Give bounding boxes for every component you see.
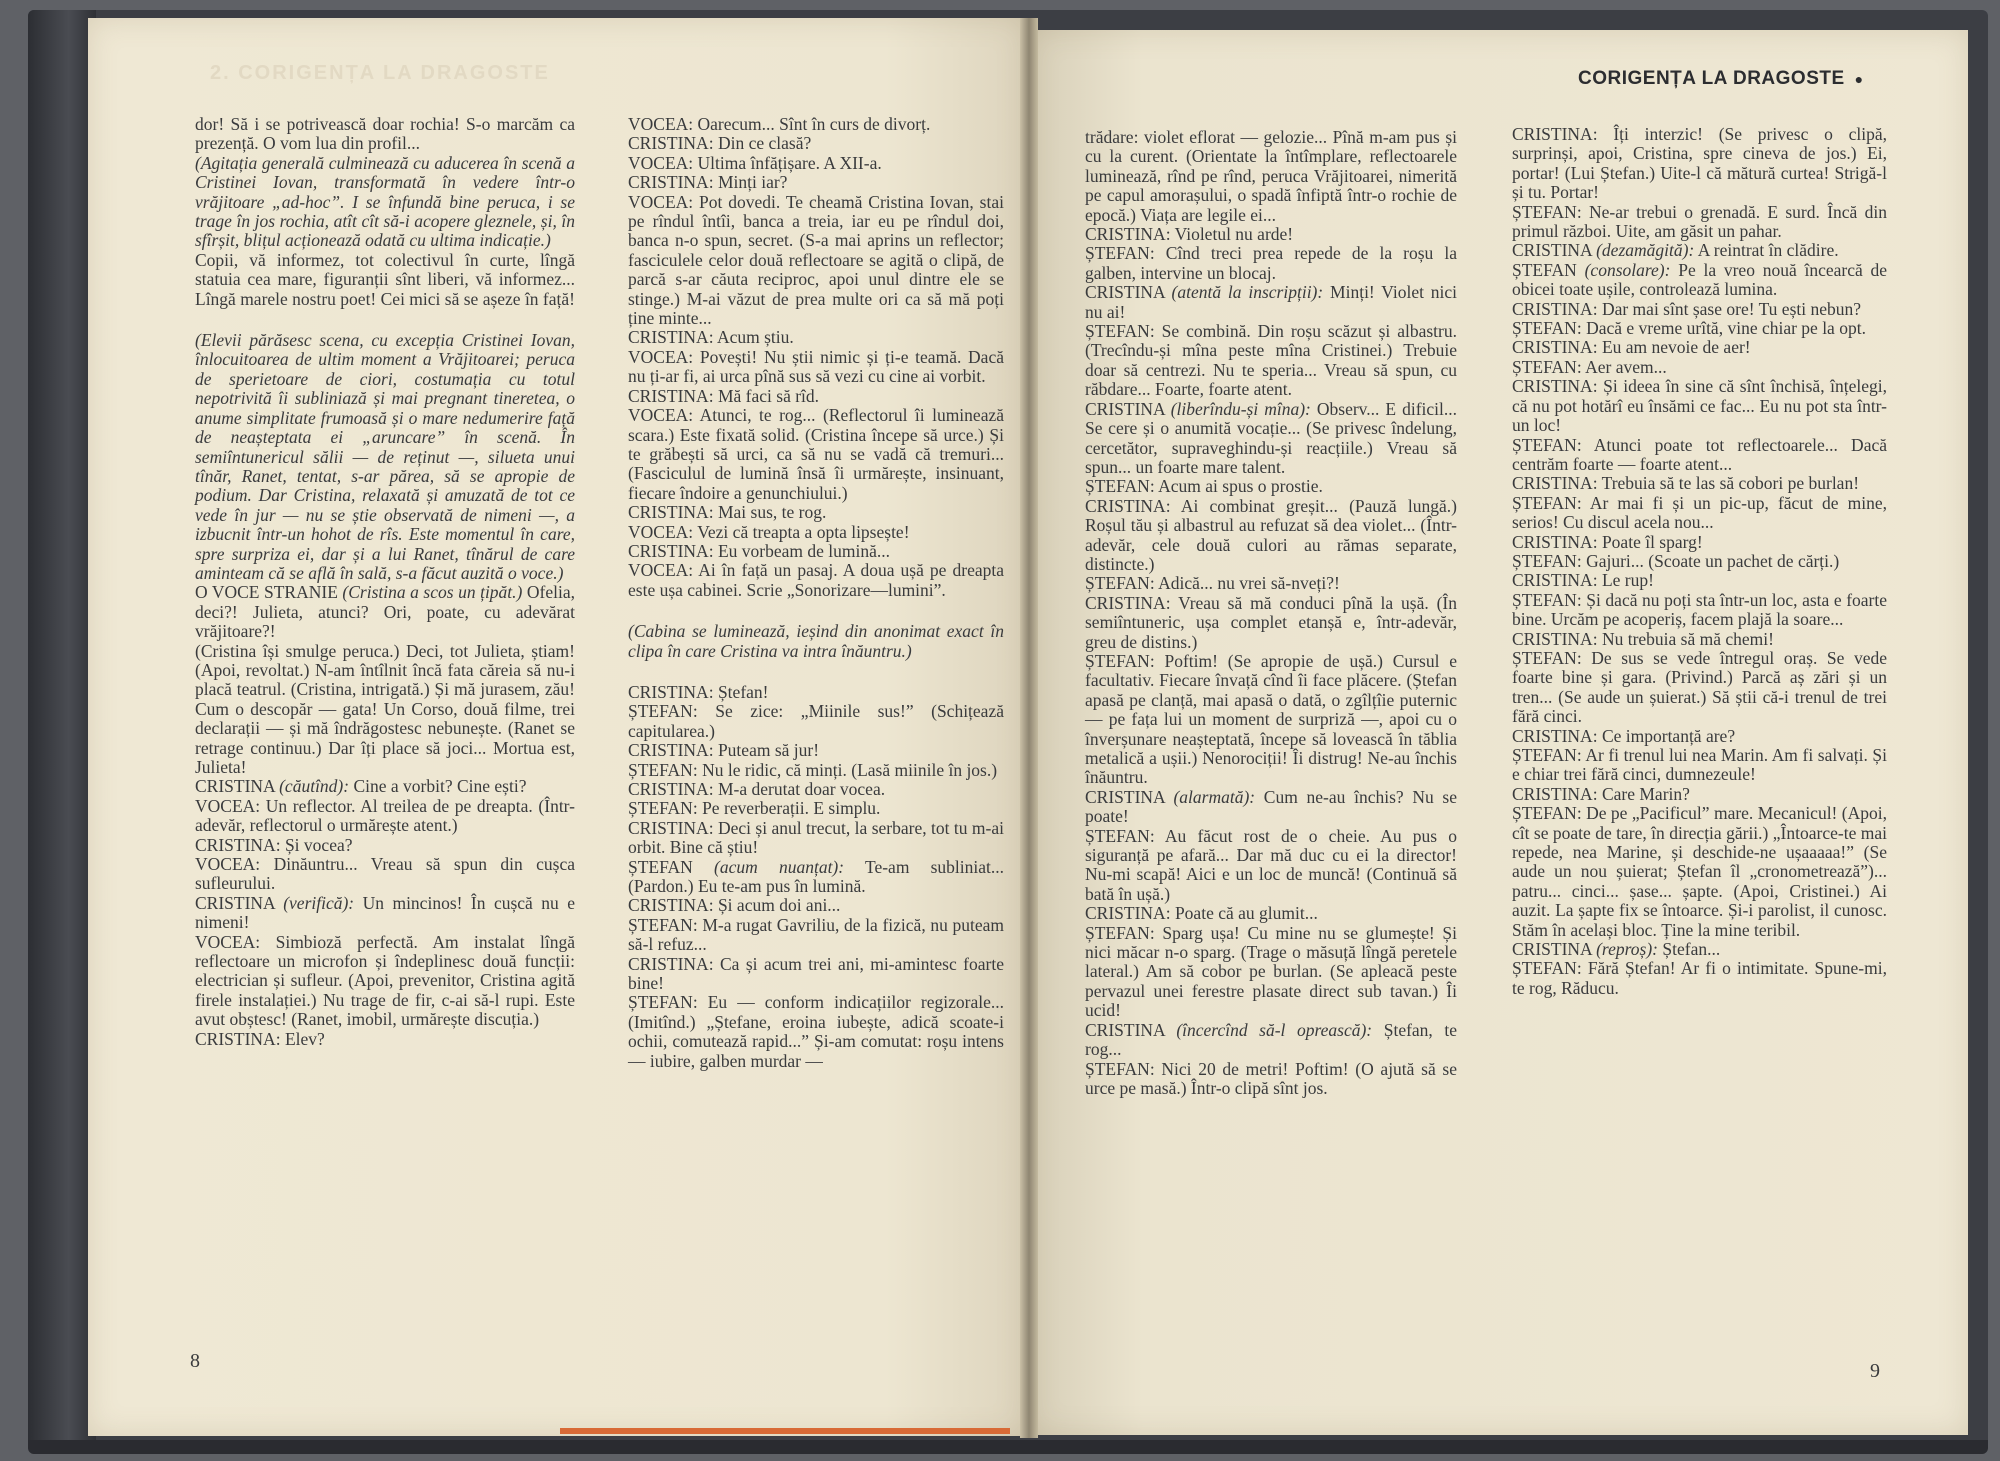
speaker-name: ȘTEFAN [1512, 201, 1577, 222]
dialogue-text: Observ... E dificil... Se cere și o anumită vocație... (Se privesc îndelung, cercetător, supraveghindu-și reacțiile.) Vreau să spun... un foarte mare talent. [1085, 398, 1458, 477]
speaker-stage-note: (atentă la inscripții): [1171, 282, 1324, 303]
running-head [1578, 68, 1864, 90]
speaker-name: ȘTEFAN [1512, 647, 1577, 668]
speaker-name: CRISTINA [1085, 786, 1165, 807]
speaker-name: CRISTINA [628, 817, 709, 838]
dialogue-text: Simbioză perfectă. Am instalat lîngă reflectoare un microfon și îndeplinesc două funcții: electrician și sufleur. (Apoi, prevenitor, Cristina agită firele instalației.) Nu trage de fir, c-ai să-l rupi. Este avut obștesc! (Ranet, imobil, urmărește discuția.) [195, 931, 575, 1030]
speaker-name: ȘTEFAN [628, 759, 693, 780]
dialogue-text: Ștefan, te rog... [1085, 1019, 1458, 1060]
speaker-name: VOCEA [628, 560, 689, 581]
dialogue-line: CRISTINA: Acum știu. [628, 327, 794, 348]
speaker-name: CRISTINA [1512, 570, 1593, 591]
dialogue-line: CRISTINA: Mă faci să rîd. [628, 385, 820, 406]
dialogue-line: ȘTEFAN: Ar fi trenul lui nea Marin. Am fi salvați. Și e chiar trei fără cinci, dumnezeule! [1512, 745, 1887, 785]
dialogue-line: ȘTEFAN: Dacă e vreme urîtă, vine chiar pe la opt. [1512, 318, 1866, 339]
dialogue-text: Pot dovedi. Te cheamă Cristina Iovan, stai pe rîndul întîi, banca a treia, iar eu pe rîndul doi, banca n-o spun, secret. (S-a mai aprins un reflector; fasciculele celor două reflectoare se agită o clipă, de parcă s-ar căuta reciproc, apoi unul dintre ele se stinge.) M-ai văzut de prea multe ori ca să mă poți ține minte... [628, 191, 1004, 329]
dialogue-line: VOCEA: Pot dovedi. Te cheamă Cristina Iovan, stai pe rîndul întîi, banca a treia, iar eu pe rîndul doi, banca n-o spun, secret. (S-a mai aprins un reflector; fasciculele celor două reflectoare se agită o clipă, de parcă s-ar căuta reciproc, apoi unul dintre ele se stinge.) M-ai văzut de prea multe ori ca să mă poți ține minte... [628, 191, 1004, 329]
dialogue-line [195, 894, 575, 933]
speaker-name: CRISTINA [1512, 337, 1593, 358]
dialogue-line: CRISTINA: Puteam să jur! [628, 740, 820, 761]
speaker-name: CRISTINA [628, 895, 709, 916]
dialogue-line: ȘTEFAN: Atunci poate tot reflectoarele... Dacă centrăm foarte — foarte atent... [1512, 434, 1887, 474]
speaker-name: VOCEA [628, 114, 689, 134]
speaker-name: CRISTINA [1512, 531, 1593, 552]
dialogue-text: Pe reverberații. E simplu. [702, 798, 881, 819]
dialogue-text: Le rup! [1601, 570, 1654, 591]
dialogue-line: CRISTINA: Trebuia să te las să cobori pe burlan! [1512, 473, 1860, 494]
speaker-name: VOCEA [195, 795, 256, 816]
dialogue-text: Mă faci să rîd. [717, 385, 820, 406]
dialogue-text: Pe la vreo nouă încearcă de obicei toate ușile, controlează lumina. [1512, 259, 1888, 300]
speaker-name: ȘTEFAN [628, 856, 693, 877]
dialogue-line: ȘTEFAN: Fără Ștefan! Ar fi o intimitate. Spune-mi, te rog, Răducu. [1512, 958, 1887, 998]
stage-direction-text: (Cabina se luminează, ieșind din anonimat exact în clipa în care Cristina va intra înăuntru.) [628, 621, 1004, 661]
speaker-stage-note: (acum nuanțat): [714, 856, 845, 877]
dialogue-text: Care Marin? [1601, 783, 1690, 804]
text-paragraph [1085, 128, 1457, 225]
dialogue-text: Violetul nu arde! [1174, 224, 1294, 245]
speaker-stage-note: (verifică): [283, 892, 355, 913]
dialogue-text: Ai combinat greșit... (Pauză lungă.) Roșul tău și albastrul au refuzat să dea violet... (Într-adevăr, cele două culori au rămas separate, distincte.) [1085, 495, 1457, 574]
dialogue-text: Se combină. Din roșu scăzut și albastru. (Trecîndu-și mîna peste mîna Cristinei.) Trebuie doar să centrezi. Nu te speria... Vreau să spun, cu răbdare... Foarte, foarte atent. [1085, 321, 1457, 400]
speaker-name: CRISTINA [628, 953, 709, 974]
speaker-name: ȘTEFAN [1085, 825, 1150, 846]
paragraph-gap [195, 309, 575, 331]
dialogue-line: CRISTINA: Vreau să mă conduci pînă la ușă. (În semiîntuneric, ușa complet etanșă e, într-adevăr, greu de distins.) [1085, 592, 1458, 652]
page-number-right: 9 [1870, 1360, 1880, 1382]
speaker-stage-note: (dezamăgită): [1596, 240, 1695, 261]
dialogue-line: ȘTEFAN: Ne-ar trebui o grenadă. E surd. Încă din primul război. Uite, am găsit un pahar. [1512, 201, 1887, 242]
faint-bleed-through-header: 2. CORIGENȚA LA DRAGOSTE [210, 62, 550, 84]
dialogue-text: Trebuia să te las să cobori pe burlan! [1601, 473, 1860, 494]
dialogue-line [628, 858, 1004, 897]
dialogue-text: Oarecum... Sînt în curs de divorț. [697, 114, 931, 134]
dialogue-line: ȘTEFAN: Ar mai fi și un pic-up, făcut de mine, serios! Cu discul acela nou... [1512, 492, 1887, 533]
speaker-name: ȘTEFAN [1512, 803, 1577, 824]
paragraph-gap [628, 661, 1004, 683]
speaker-name: ȘTEFAN [1512, 259, 1577, 280]
dialogue-text: Vreau să mă conduci pînă la ușă. (În semiîntuneric, ușa complet etanșă e, într-adevăr, greu de distins.) [1085, 592, 1458, 652]
speaker-name: ȘTEFAN [1085, 922, 1150, 943]
dialogue-text: Ofelia, deci?! [195, 582, 576, 622]
page-number-left: 8 [190, 1350, 200, 1372]
speaker-name: CRISTINA [628, 133, 709, 154]
dialogue-line: ȘTEFAN: Sparg ușa! Cu mine nu se glumește! Și nici măcar n-o sparg. (Trage o măsuță lîngă peretele lateral.) Am să cobor pe burlan. (Se apleacă peste pervazul unei ferestre plasate direct sub tavan.) Îi ucid! [1085, 922, 1457, 1021]
dialogue-line [1512, 261, 1887, 300]
dialogue-text: A reintrat în clădire. [1697, 240, 1839, 261]
dialogue-text: Ultima înfățișare. A XII-a. [697, 152, 882, 173]
speaker-name: CRISTINA [628, 327, 709, 348]
dialogue-line: VOCEA: Atunci, te rog... (Reflectorul îi luminează scara.) Este fixată solid. (Cristina începe să urce.) Și te grăbești să urci, ca să nu se vadă că tremuri... (Fasciculul de lumină însă îi urmărește, insinuant, fiecare îndoire a genunchiului.) [628, 405, 1004, 503]
stage-direction-text: (Elevii părăsesc scena, cu excepția Cristinei Iovan, înlocuitoarea de ultim moment a Vrăjitoarei; peruca de sperietoare de ciori, costumația cu totul nepotrivită îi subliniază și mai pregnant tineretea, o anume simplitate frumoasă și o mare nedumerire față de neașteptata ei „aruncare” în scenă. În semiîntunericul sălii — de reținut —, silueta unui tînăr, Ranet, tentat, s-ar părea, să se apropie de podium. Dar Cristina, relaxată și amuzată de tot ce vede în jur — nu se știe observată de nimeni —, a izbucnit într-un hohot de rîs. Este momentul în care, spre surpriza ei, dar și a lui Ranet, tînărul de care aminteam că se află în sală, s-a făcut auzită o voce.) [195, 330, 575, 583]
dialogue-text: Acum ai spus o prostie. [1158, 476, 1323, 497]
dialogue-text: Povești! Nu știi nimic și ți-e teamă. Dacă nu ți-ar fi, ai urca pînă sus să vezi cu cine ai vorbit. [628, 346, 1004, 387]
dialogue-line: ȘTEFAN: Au făcut rost de o cheie. Au pus o siguranță pe afară... Dar mă duc cu ei la director! Nu-mi scapă! Aici e un loc de muncă! (Continuă să bată în ușă.) [1085, 825, 1457, 904]
dialogue-text: Ai în față un pasaj. A doua ușă pe dreapta este ușa cabinei. Scrie „Sonorizare—lumini”. [628, 560, 1004, 600]
speaker-name: CRISTINA [1512, 240, 1592, 261]
dialogue-line: CRISTINA: Și acum doi ani... [628, 895, 841, 916]
dialogue-line [1085, 400, 1457, 478]
dialogue-line: CRISTINA: Și ideea în sine că sînt închisă, înțelegi, că nu pot hotărî eu însămi ce fac... Eu nu pot sta într-un loc! [1512, 376, 1887, 436]
dialogue-text: Julieta, atunci? Ori, poate, cu adevărat vrăjitoare?! [195, 601, 575, 642]
dialogue-text: Cînd treci prea repede de la roșu la galben, intervine un blocaj. [1085, 243, 1457, 283]
speaker-stage-note: (reproș): [1596, 939, 1658, 960]
speaker-name: ȘTEFAN [1512, 434, 1577, 455]
dialogue-line: ȘTEFAN: De pe „Pacificul” mare. Mecanicul! (Apoi, cît se poate de tare, în direcția gării.) „Întoarce-te mai repede, nea Marine, și deschide-ne ușaaaaa!” (Se aude un nou șuierat; Ștefan îl „cronometrează”)... patru... cinci... șase... șapte. (Apoi, Cristinei.) Ai auzit. La șapte fix se întoarce. Și-i parolist, il cunosc. Stăm în același bloc. Ține la mine teribil. [1512, 803, 1887, 940]
dialogue-text: Fără Ștefan! Ar fi o intimitate. Spune-mi, te rog, Răducu. [1512, 958, 1887, 998]
dialogue-line: ȘTEFAN: Aer avem... [1512, 356, 1667, 377]
running-head-bullet-icon: ● [1854, 71, 1864, 87]
dialogue-text: Eu am nevoie de aer! [1601, 337, 1751, 358]
dialogue-text: Ar fi trenul lui nea Marin. Am fi salvați. Și e chiar trei fără cinci, dumnezeule! [1512, 745, 1887, 785]
dialogue-text: M-a rugat Gavriliu, de la fizică, nu puteam să-l refuz... [628, 914, 1004, 955]
dialogue-text: Și acum doi ani... [717, 895, 841, 916]
dialogue-text: Un mincinos! În cușcă nu e nimeni! [195, 892, 576, 933]
speaker-name: VOCEA [628, 521, 689, 542]
text-column-1 [195, 115, 575, 1049]
speaker-name: CRISTINA [195, 834, 276, 855]
stage-direction [195, 331, 575, 583]
speaker-name: CRISTINA [1085, 224, 1166, 245]
dialogue-text: Ștefan! [717, 681, 769, 702]
speaker-name: CRISTINA [1512, 783, 1593, 804]
dialogue-line: CRISTINA: Eu vorbeam de lumină... [628, 540, 890, 561]
dialogue-text: De sus se vede întregul oraș. Se vede foarte bine și gara. (Privind.) Parcă aș zări și un tren... (Se aude un șuierat.) Să știi că-i trenul de trei fără cinci. [1512, 647, 1887, 727]
speaker-stage-note: (consolare): [1584, 259, 1671, 280]
bookmark-ribbon-edge [560, 1428, 1010, 1434]
speaker-name: CRISTINA [1085, 495, 1166, 516]
speaker-name: VOCEA [195, 931, 256, 952]
dialogue-line: CRISTINA: Elev? [195, 1028, 325, 1049]
speaker-name: CRISTINA [1085, 903, 1166, 924]
speaker-stage-note: (încercînd să-l oprească): [1176, 1019, 1373, 1040]
speaker-name: CRISTINA [195, 1028, 276, 1049]
dialogue-text: Elev? [284, 1028, 325, 1049]
speaker-name: ȘTEFAN [1085, 573, 1150, 594]
speaker-name: ȘTEFAN [1085, 1058, 1150, 1079]
dialogue-text: Eu vorbeam de lumină... [717, 540, 890, 561]
dialogue-line: VOCEA: Ultima înfățișare. A XII-a. [628, 152, 882, 173]
speaker-name: CRISTINA [1512, 298, 1593, 319]
speaker-stage-note: (Cristina a scos un țipăt.) [342, 582, 523, 603]
dialogue-text: Gajuri... (Scoate un pachet de cărți.) [1586, 550, 1840, 571]
speaker-name: CRISTINA [628, 540, 709, 561]
dialogue-line: CRISTINA: Eu am nevoie de aer! [1512, 337, 1751, 358]
dialogue-text: Sparg ușa! Cu mine nu se glumește! Și nici măcar n-o sparg. (Trage o măsuță lîngă peretele lateral.) Am să cobor pe burlan. (Se apleacă peste pervazul unei ferestre plasate direct sub tavan.) Îi ucid! [1085, 922, 1457, 1021]
dialogue-line: CRISTINA: Poate îl sparg! [1512, 531, 1703, 552]
dialogue-line: CRISTINA: Care Marin? [1512, 783, 1690, 804]
dialogue-line: CRISTINA: Nu trebuia să mă chemi! [1512, 628, 1774, 649]
stage-direction-text: (Agitația generală culminează cu aducerea în scenă a Cristinei Iovan, transformată în vedere într-o vrăjitoare „ad-hoc”. I se înfundă bine peruca, i se trage în jos rochia, atît cît să-i acopere gleznele, și, în sfîrșit, blițul acționează odată cu ultima indicație.) [195, 152, 575, 251]
dialogue-line: ȘTEFAN: Cînd treci prea repede de la roșu la galben, intervine un blocaj. [1085, 243, 1457, 283]
dialogue-text: Din ce clasă? [717, 133, 812, 154]
speaker-name: CRISTINA [1512, 124, 1593, 144]
speaker-name: CRISTINA [628, 385, 709, 406]
dialogue-text: Ce importanță are? [1601, 725, 1736, 746]
dialogue-text: Ștefan... [1662, 939, 1721, 960]
dialogue-text: Cum ne-au închis? Nu se poate! [1085, 786, 1458, 827]
dialogue-line: VOCEA: Povești! Nu știi nimic și ți-e teamă. Dacă nu ți-ar fi, ai urca pînă sus să vezi cu cine ai vorbit. [628, 346, 1004, 387]
speaker-name: CRISTINA [195, 776, 275, 797]
paragraph-gap [628, 600, 1004, 622]
dialogue-text: Ca și acum trei ani, mi-amintesc foarte bine! [628, 953, 1004, 994]
dialogue-line: CRISTINA: Ce importanță are? [1512, 725, 1736, 746]
dialogue-text: Poate îl sparg! [1601, 531, 1703, 552]
dialogue-line: VOCEA: Oarecum... Sînt în curs de divorț. [628, 114, 931, 134]
speaker-name: ȘTEFAN [1085, 243, 1150, 264]
dialogue-text: De pe „Pacificul” mare. Mecanicul! (Apoi, cît se poate de tare, în direcția gării.) „Întoarce-te mai repede, nea Marine, și deschide-ne ușaaaaa!” (Se aude un nou șuierat; Ștefan îl „cronometrează”)... patru... cinci... șase... șapte. (Apoi, Cristinei.) Ai auzit. La șapte fix se întoarce. Și-i parolist, il cunosc. Stăm în același bloc. Ține la mine teribil. [1512, 803, 1887, 940]
dialogue-line: VOCEA: Dinăuntru... Vreau să spun din cușca sufleurului. [195, 854, 576, 894]
dialogue-line: CRISTINA: Din ce clasă? [628, 133, 812, 154]
dialogue-text: Nu trebuia să mă chemi! [1601, 628, 1774, 649]
dialogue-line [1085, 283, 1457, 322]
dialogue-text: Te-am subliniat... (Pardon.) Eu te-am pus în lumină. [628, 856, 1005, 897]
paragraph-text: trădare: violet eflorat — gelozie... Pînă m-am pus și cu la curent. (Orientate la întîmplare, reflectoarele luminează, rînd pe rînd, peruca Vrăjitoarei, nimerită pe capul amorașului, o spadă înfiptă într-o rochie de epocă.) Viața are legile ei... [1085, 127, 1457, 225]
speaker-name: CRISTINA [1512, 473, 1593, 494]
dialogue-text: Un reflector. Al treilea de pe dreapta. (Într-adevăr, reflectorul o urmărește atent.) [195, 795, 575, 836]
dialogue-line: VOCEA: Simbioză perfectă. Am instalat lîngă reflectoare un microfon și îndeplinesc două funcții: electrician și sufleur. (Apoi, prevenitor, Cristina agită firele instalației.) Nu trage de fir, c-ai să-l rupi. Este avut obștesc! (Ranet, imobil, urmărește discuția.) [195, 931, 575, 1030]
text-paragraph [195, 115, 575, 154]
dialogue-line: ȘTEFAN: M-a rugat Gavriliu, de la fizică, nu puteam să-l refuz... [628, 914, 1004, 955]
dialogue-line: CRISTINA: Violetul nu arde! [1085, 224, 1294, 245]
dialogue-line [195, 777, 575, 796]
speaker-name: ȘTEFAN [1512, 356, 1577, 377]
book-spine-edge [28, 10, 96, 1448]
dialogue-line: CRISTINA: Deci și anul trecut, la serbare, tot tu m-ai orbit. Bine că știu! [628, 817, 1004, 858]
dialogue-text: Nici 20 de metri! Poftim! (O ajută să se urce pe masă.) Într-o clipă sînt jos. [1085, 1058, 1457, 1098]
dialogue-line: ȘTEFAN: Eu — conform indicațiilor regizorale... (Imitînd.) „Ștefane, eroina iubește, adică scoate-i ochii, comutează rapid...” Și-am comutat: roșu intens — iubire, galben murdar — [628, 992, 1004, 1071]
speaker-name: ȘTEFAN [1085, 476, 1150, 497]
dialogue-line: ȘTEFAN: Poftim! (Se apropie de ușă.) Cursul e facultativ. Fiecare învață cînd îi face plăcere. (Ștefan apasă pe clanță, mai apasă o dată, o zgîlțîie puternic — pe fața lui un moment de surpriză —, apoi cu o înverșunare neașteptată, începe să lovească în tăblia metalică a ușii.) Nenorociții! Îi distrug! Ne-au închis înăuntru. [1085, 650, 1457, 788]
dialogue-text: Aer avem... [1585, 356, 1667, 377]
speaker-name: ȘTEFAN [1512, 492, 1577, 513]
speaker-name: ȘTEFAN [1512, 745, 1577, 765]
dialogue-line [195, 583, 575, 641]
dialogue-line: CRISTINA: Ștefan! [628, 681, 769, 702]
speaker-name: VOCEA [195, 854, 256, 875]
speaker-name: CRISTINA [628, 681, 709, 702]
dialogue-line: ȘTEFAN: Nici 20 de metri! Poftim! (O ajută să se urce pe masă.) Într-o clipă sînt jos. [1085, 1058, 1457, 1098]
dialogue-text: Și vocea? [284, 834, 353, 855]
speaker-name: CRISTINA [1512, 628, 1593, 649]
dialogue-text: Eu — conform indicațiilor regizorale... (Imitînd.) „Ștefane, eroina iubește, adică scoate-i ochii, comutează rapid...” Și-am comutat: roșu intens — iubire, galben murdar — [628, 992, 1004, 1071]
dialogue-text: Ar mai fi și un pic-up, făcut de mine, serios! Cu discul acela nou... [1512, 492, 1887, 533]
speaker-name: VOCEA [628, 191, 689, 212]
book-bottom-edge [28, 1440, 1988, 1454]
dialogue-text: Nu le ridic, că minți. (Lasă miinile în jos.) [702, 759, 998, 780]
speaker-name: VOCEA [628, 152, 689, 173]
paragraph-text: Copii, vă informez, tot colectivul în curte, lîngă statuia cea mare, figuranții sînt liberi, vă informez... Lîngă marele nostru poet! Cei mici să se așeze în față! [195, 249, 575, 309]
speaker-name: CRISTINA [1085, 398, 1165, 419]
speaker-name: ȘTEFAN [1512, 589, 1577, 610]
speaker-name: ȘTEFAN [628, 798, 693, 819]
dialogue-text: M-a derutat doar vocea. [717, 779, 886, 799]
speaker-stage-note: (alarmată): [1173, 786, 1256, 807]
dialogue-line: ȘTEFAN: Gajuri... (Scoate un pachet de cărți.) [1512, 550, 1840, 571]
dialogue-text: Puteam să jur! [717, 740, 820, 761]
text-column-2 [628, 115, 1004, 1071]
dialogue-text: Dinăuntru... Vreau să spun din cușca sufleurului. [195, 854, 576, 894]
dialogue-text: Se zice: „Miinile sus!” (Schițează capitularea.) [628, 701, 1004, 741]
speaker-name: ȘTEFAN [628, 914, 693, 935]
speaker-name: CRISTINA [1512, 939, 1592, 960]
dialogue-line: CRISTINA: Le rup! [1512, 570, 1654, 591]
dialogue-text: Îți interzic! (Se privesc o clipă, surprinși, apoi, Cristina, spre cineva de jos.) Ei, portar! (Lui Ștefan.) Uite-l că mătură curtea! Strigă-l și tu. Portar! [1512, 124, 1888, 203]
speaker-stage-note: (liberîndu-și mîna): [1170, 398, 1311, 419]
speaker-name: CRISTINA [1512, 376, 1593, 397]
speaker-name: CRISTINA [1085, 282, 1165, 303]
running-head-title: CORIGENȚA LA DRAGOSTE [1578, 68, 1845, 89]
speaker-name: CRISTINA [195, 892, 275, 913]
dialogue-line [1512, 241, 1887, 260]
speaker-name: ȘTEFAN [1512, 318, 1577, 339]
dialogue-text: Poate că au glumit... [1174, 903, 1318, 924]
dialogue-text: Și dacă nu poți sta într-un loc, asta e foarte bine. Urcăm pe acoperiș, facem plajă la soare... [1512, 589, 1887, 630]
speaker-name: VOCEA [628, 346, 689, 367]
text-column-3 [1085, 128, 1457, 1098]
dialogue-line: CRISTINA: Minți iar? [628, 172, 788, 193]
text-paragraph [195, 642, 575, 778]
dialogue-text: Vezi că treapta a opta lipsește! [697, 521, 910, 542]
speaker-name: O VOCE STRANIE [195, 582, 338, 603]
text-column-4 [1512, 125, 1887, 998]
speaker-stage-note: (căutînd): [279, 776, 350, 797]
dialogue-text: Mai sus, te rog. [717, 502, 827, 523]
speaker-name: ȘTEFAN [1512, 958, 1577, 979]
dialogue-text: Și ideea în sine că sînt închisă, înțelegi, că nu pot hotărî eu însămi ce fac... Eu nu pot sta într-un loc! [1512, 376, 1887, 436]
dialogue-text: Deci și anul trecut, la serbare, tot tu m-ai orbit. Bine că știu! [628, 817, 1004, 858]
dialogue-text: Minți! Violet nici nu ai! [1085, 282, 1457, 322]
dialogue-text: Ne-ar trebui o grenadă. E surd. Încă din primul război. Uite, am găsit un pahar. [1512, 201, 1887, 242]
text-paragraph [195, 251, 575, 309]
dialogue-text: Acum știu. [716, 327, 794, 348]
speaker-name: CRISTINA [628, 740, 709, 761]
speaker-name: ȘTEFAN [628, 701, 693, 722]
speaker-name: VOCEA [628, 405, 689, 426]
dialogue-text: Poftim! (Se apropie de ușă.) Cursul e facultativ. Fiecare învață cînd îi face plăcere. (Ștefan apasă pe clanță, mai apasă o dată, o zgîlțîie puternic — pe fața lui un moment de surpriză —, apoi cu o înverșunare neașteptată, începe să lovească în tăblia metalică a ușii.) Nenorociții! Îi distrug! Ne-au închis înăuntru. [1085, 650, 1457, 788]
speaker-name: CRISTINA [628, 172, 709, 193]
dialogue-line: ȘTEFAN: De sus se vede întregul oraș. Se vede foarte bine și gara. (Privind.) Parcă aș zări și un tren... (Se aude un șuierat.) Să știi că-i trenul de trei fără cinci. [1512, 647, 1887, 727]
dialogue-line: VOCEA: Un reflector. Al treilea de pe dreapta. (Într-adevăr, reflectorul o urmărește atent.) [195, 795, 575, 836]
dialogue-line: ȘTEFAN: Adică... nu vrei să-nveți?! [1085, 573, 1340, 594]
dialogue-line: CRISTINA: Și vocea? [195, 834, 353, 855]
dialogue-text: Atunci poate tot reflectoarele... Dacă centrăm foarte — foarte atent... [1512, 434, 1887, 474]
dialogue-text: Dar mai sînt șase ore! Tu ești nebun? [1601, 298, 1862, 319]
dialogue-line: ȘTEFAN: Se combină. Din roșu scăzut și albastru. (Trecîndu-și mîna peste mîna Cristinei.) Trebuie doar să centrezi. Nu te speria... Vreau să spun, cu răbdare... Foarte, foarte atent. [1085, 321, 1457, 400]
dialogue-line [1512, 940, 1887, 959]
book-gutter [1020, 18, 1038, 1438]
stage-direction [195, 154, 575, 251]
speaker-name: CRISTINA [1085, 1019, 1165, 1040]
dialogue-line: CRISTINA: Dar mai sînt șase ore! Tu ești nebun? [1512, 298, 1862, 319]
speaker-name: CRISTINA [1085, 592, 1166, 613]
dialogue-line: ȘTEFAN: Pe reverberații. E simplu. [628, 798, 881, 819]
dialogue-line: ȘTEFAN: Acum ai spus o prostie. [1085, 476, 1323, 497]
paragraph-text: dor! Să i se potrivească doar rochia! S-o marcăm ca prezență. O vom lua din profil... [195, 114, 575, 154]
dialogue-line [1085, 1021, 1457, 1060]
dialogue-text: Dacă e vreme urîtă, vine chiar pe la opt. [1586, 318, 1866, 339]
dialogue-text: Cine a vorbit? Cine ești? [353, 776, 527, 797]
dialogue-line: CRISTINA: Mai sus, te rog. [628, 502, 827, 523]
dialogue-line: CRISTINA: Poate că au glumit... [1085, 903, 1318, 924]
speaker-name: CRISTINA [1512, 725, 1593, 746]
dialogue-text: Atunci, te rog... (Reflectorul îi luminează scara.) Este fixată solid. (Cristina începe să urce.) Și te grăbești să urci, ca să nu se vadă că tremuri... (Fasciculul de lumină însă îi urmărește, insinuant, fiecare îndoire a genunchiului.) [628, 405, 1004, 503]
dialogue-text: Minți iar? [717, 172, 788, 193]
stage-direction [628, 622, 1004, 661]
dialogue-line: ȘTEFAN: Nu le ridic, că minți. (Lasă miinile în jos.) [628, 759, 998, 780]
speaker-name: ȘTEFAN [1085, 321, 1150, 342]
speaker-name: CRISTINA [628, 779, 709, 799]
dialogue-line: VOCEA: Vezi că treapta a opta lipsește! [628, 521, 910, 542]
speaker-name: ȘTEFAN [1085, 650, 1150, 671]
dialogue-line: CRISTINA: Ai combinat greșit... (Pauză lungă.) Roșul tău și albastrul au refuzat să dea violet... (Într-adevăr, cele două culori au rămas separate, distincte.) [1085, 495, 1457, 574]
paragraph-text: (Cristina își smulge peruca.) Deci, tot Julieta, știam! (Apoi, revoltat.) N-am întîlnit încă fata căreia să nu-i placă teatrul. (Cristina, intrigată.) Și mă jurasem, zău! Cum o descopăr — gata! Un Corso, două filme, trei declarații — și mă îndrăgostesc nebunește. (Ranet se retrage continuu.) Dar îți place să joci... Mortua est, Julieta! [195, 640, 575, 777]
speaker-name: CRISTINA [628, 502, 709, 523]
speaker-name: ȘTEFAN [1512, 550, 1577, 571]
dialogue-line: ȘTEFAN: Și dacă nu poți sta într-un loc, asta e foarte bine. Urcăm pe acoperiș, facem plajă la soare... [1512, 589, 1887, 630]
dialogue-line: CRISTINA: Ca și acum trei ani, mi-amintesc foarte bine! [628, 953, 1004, 994]
speaker-name: ȘTEFAN [628, 992, 693, 1013]
dialogue-line [1085, 788, 1457, 827]
dialogue-line: CRISTINA: Îți interzic! (Se privesc o clipă, surprinși, apoi, Cristina, spre cineva de jos.) Ei, portar! (Lui Ștefan.) Uite-l că mătură curtea! Strigă-l și tu. Portar! [1512, 124, 1888, 203]
dialogue-line: CRISTINA: M-a derutat doar vocea. [628, 779, 886, 799]
dialogue-line: ȘTEFAN: Se zice: „Miinile sus!” (Schițează capitularea.) [628, 701, 1004, 741]
dialogue-line: VOCEA: Ai în față un pasaj. A doua ușă pe dreapta este ușa cabinei. Scrie „Sonorizare—lumini”. [628, 560, 1004, 600]
dialogue-text: Au făcut rost de o cheie. Au pus o siguranță pe afară... Dar mă duc cu ei la director! Nu-mi scapă! Aici e un loc de muncă! (Continuă să bată în ușă.) [1085, 825, 1457, 904]
dialogue-text: Adică... nu vrei să-nveți?! [1158, 573, 1340, 594]
